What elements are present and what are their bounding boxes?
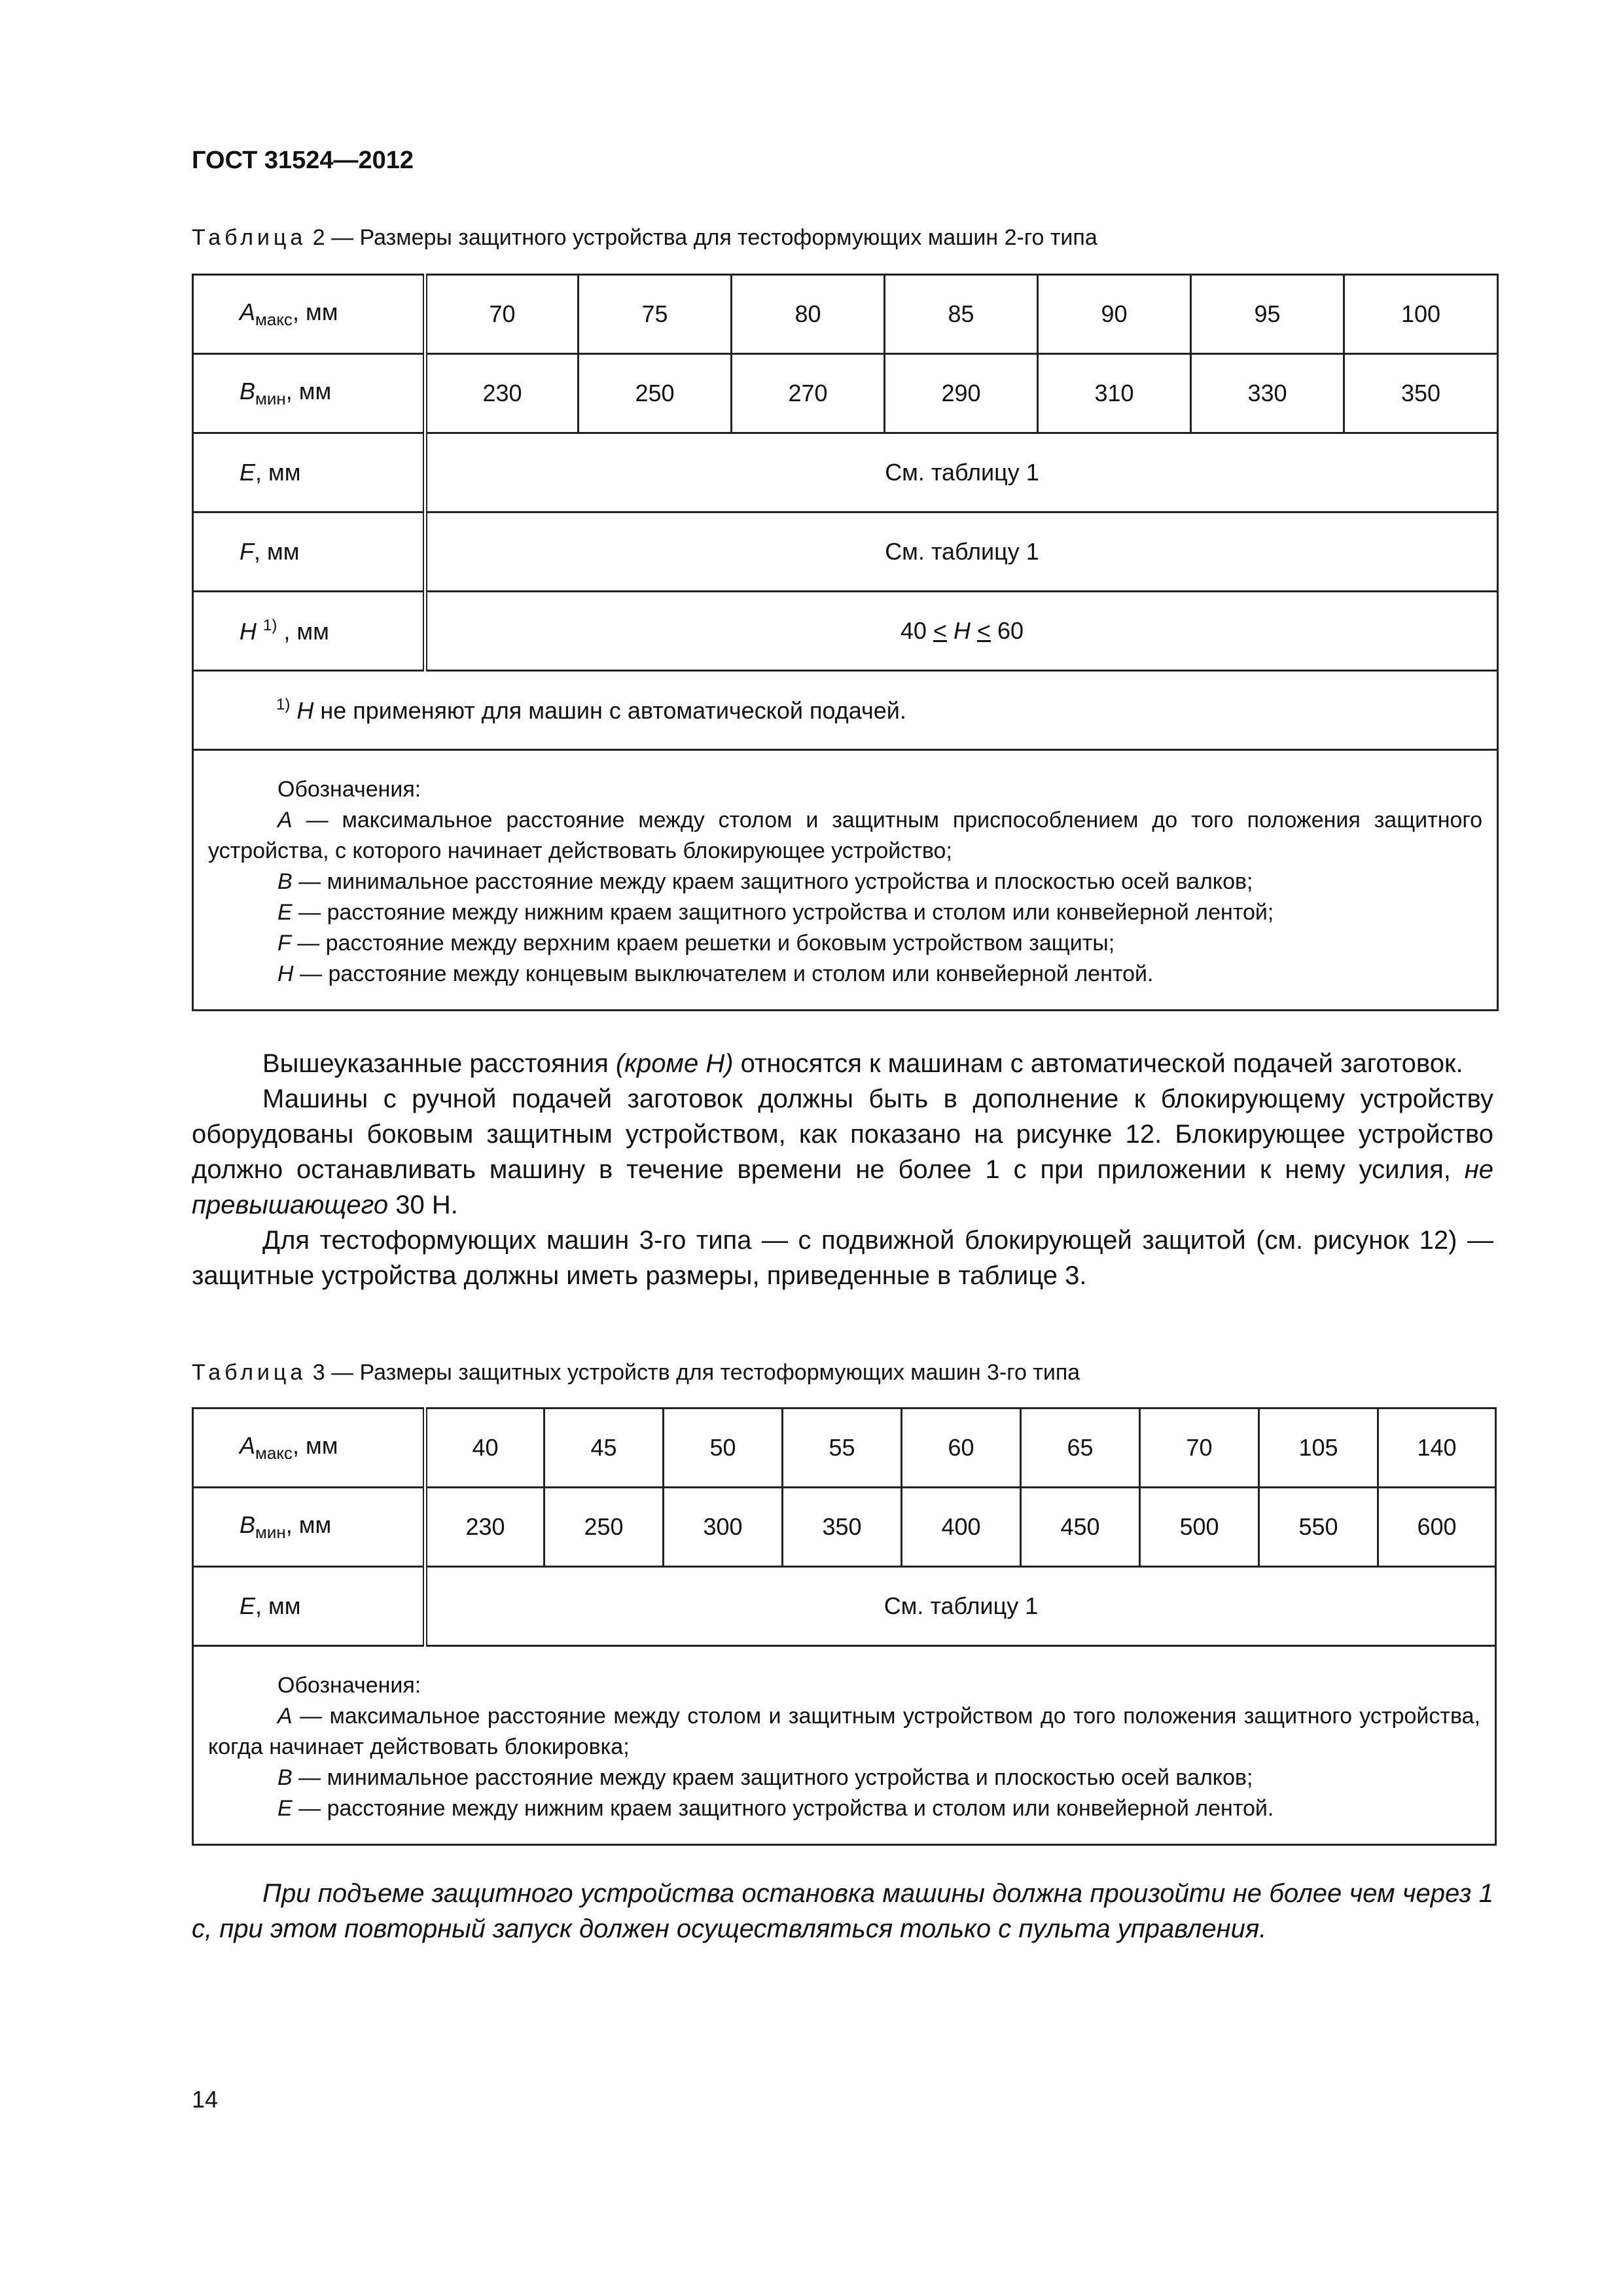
table-caption-text: 3 — Размеры защитных устройств для тестоформующих машин 3-го типа: [306, 1360, 1080, 1385]
row-header-b-min: $B_{мин}$, мм: [193, 354, 425, 433]
table-2-row-f: [193, 512, 1498, 592]
table-cell: 310: [1038, 354, 1191, 433]
table-cell: 85: [885, 275, 1038, 354]
row-header-e: E, мм: [193, 1567, 425, 1646]
table-cell: 100: [1344, 275, 1498, 354]
table-cell: 105: [1259, 1408, 1378, 1488]
paragraph-2: Машины с ручной подачей заготовок должны быть в дополнение к блокирующему устройству оборудованы боковым защитным устройством, как показано на рисунке 12. Блокирующее устройство должно останавливать машину в течение времени не более 1 с при приложении к нему усилия, не превышающего 30 Н.: [192, 1085, 1493, 1219]
table-cell: 350: [1344, 354, 1498, 433]
table-cell: 230: [425, 1488, 544, 1567]
table-3-row-e: [193, 1567, 1496, 1646]
row-header-a-max: $A_{макс}$, мм: [193, 275, 425, 354]
table-cell: 65: [1021, 1408, 1140, 1488]
table-caption-label: Таблица: [192, 225, 307, 250]
table-cell: 290: [885, 354, 1038, 433]
table-caption-label: Таблица: [192, 1360, 307, 1385]
table-cell: 300: [664, 1488, 783, 1567]
table-cell-merged: См. таблицу 1: [425, 433, 1498, 512]
table-cell: 330: [1191, 354, 1344, 433]
row-header-b-min: $B_{мин}$, мм: [193, 1488, 425, 1567]
table-3-caption: [192, 1360, 1080, 1386]
note-b: B — минимальное расстояние между краем защитного устройства и плоскостью осей валков;: [277, 869, 1253, 894]
table-2: [192, 274, 1499, 1011]
table-cell: 75: [579, 275, 732, 354]
table-3-row-b-min: [193, 1488, 1496, 1567]
table-2-row-a-max: [193, 275, 1498, 354]
table-2-row-b-min: [193, 354, 1498, 433]
table-cell: 250: [544, 1488, 664, 1567]
table-2-footnote-row: [193, 671, 1498, 750]
table-cell: 400: [902, 1488, 1021, 1567]
table-3-row-a-max: [193, 1408, 1496, 1488]
row-header-f: F, мм: [193, 512, 425, 592]
table-cell: 95: [1191, 275, 1344, 354]
table-cell: 140: [1378, 1408, 1496, 1488]
table-2-caption: [192, 225, 1097, 251]
table-3: [192, 1407, 1497, 1846]
row-header-e: E, мм: [193, 433, 425, 512]
note-a: A — максимальное расстояние между столом и защитным приспособлением до того положения защитного устройства, с которого начинает действовать блокирующее устройство;: [208, 808, 1482, 863]
table-footnote: $^{1)}$ H не применяют для машин с автоматической подачей.: [193, 671, 1498, 750]
table-cell: 250: [579, 354, 732, 433]
table-cell: 40: [425, 1408, 544, 1488]
note-a: A — максимальное расстояние между столом и защитным устройством до того положения защитного устройства, когда начинает действовать блокировка;: [208, 1704, 1480, 1759]
table-cell: 500: [1140, 1488, 1259, 1567]
note-e: E — расстояние между нижним краем защитного устройства и столом или конвейерной лентой;: [277, 900, 1274, 925]
document-code-header: ГОСТ 31524—2012: [192, 147, 414, 174]
paragraph-3: Для тестоформующих машин 3-го типа — с подвижной блокирующей защитой (см. рисунок 12) — защитные устройства должны иметь размеры, приведенные в таблице 3.: [192, 1226, 1493, 1290]
table-caption-text: 2 — Размеры защитного устройства для тестоформующих машин 2-го типа: [306, 225, 1097, 250]
table-cell: 600: [1378, 1488, 1496, 1567]
table-2-row-h: [193, 592, 1498, 671]
table-cell-merged: См. таблицу 1: [425, 512, 1498, 592]
table-cell: 45: [544, 1408, 664, 1488]
table-cell: 70: [1140, 1408, 1259, 1488]
note-f: F — расстояние между верхним краем решетки и боковым устройством защиты;: [277, 931, 1115, 956]
table-cell-merged: См. таблицу 1: [425, 1567, 1496, 1646]
table-cell: 450: [1021, 1488, 1140, 1567]
final-paragraph: [192, 1876, 1493, 1946]
table-2-notes-row: [193, 750, 1498, 1011]
row-header-a-max: $A_{макс}$, мм: [193, 1408, 425, 1488]
final-italic-text: При подъеме защитного устройства остановка машины должна произойти не более чем через 1 с, при этом повторный запуск должен осуществляться только с пульта управления.: [192, 1879, 1493, 1943]
note-h: H — расстояние между концевым выключателем и столом или конвейерной лентой.: [277, 961, 1154, 986]
table-cell: 50: [664, 1408, 783, 1488]
table-cell-merged: 40 < H < 60: [425, 592, 1498, 671]
table-cell: 70: [425, 275, 579, 354]
table-cell: 350: [783, 1488, 902, 1567]
note-b: B — минимальное расстояние между краем защитного устройства и плоскостью осей валков;: [277, 1765, 1253, 1790]
row-header-h: H $^{1)}$ , мм: [193, 592, 425, 671]
table-3-notes-row: [193, 1646, 1496, 1845]
table-cell: 60: [902, 1408, 1021, 1488]
table-cell: 80: [732, 275, 885, 354]
body-paragraphs: [192, 1046, 1493, 1293]
table-cell: 55: [783, 1408, 902, 1488]
notes-title: Обозначения:: [277, 777, 421, 802]
note-e: E — расстояние между нижним краем защитного устройства и столом или конвейерной лентой.: [277, 1796, 1274, 1821]
table-cell: 550: [1259, 1488, 1378, 1567]
table-2-row-e: [193, 433, 1498, 512]
page-number: 14: [192, 2086, 219, 2113]
notes-title: Обозначения:: [277, 1673, 421, 1698]
table-notes: [193, 1646, 1496, 1845]
paragraph-1: Вышеуказанные расстояния (кроме H) относятся к машинам с автоматической подачей заготовок.: [262, 1049, 1463, 1078]
table-cell: 90: [1038, 275, 1191, 354]
table-cell: 270: [732, 354, 885, 433]
table-notes: [193, 750, 1498, 1011]
table-cell: 230: [425, 354, 579, 433]
